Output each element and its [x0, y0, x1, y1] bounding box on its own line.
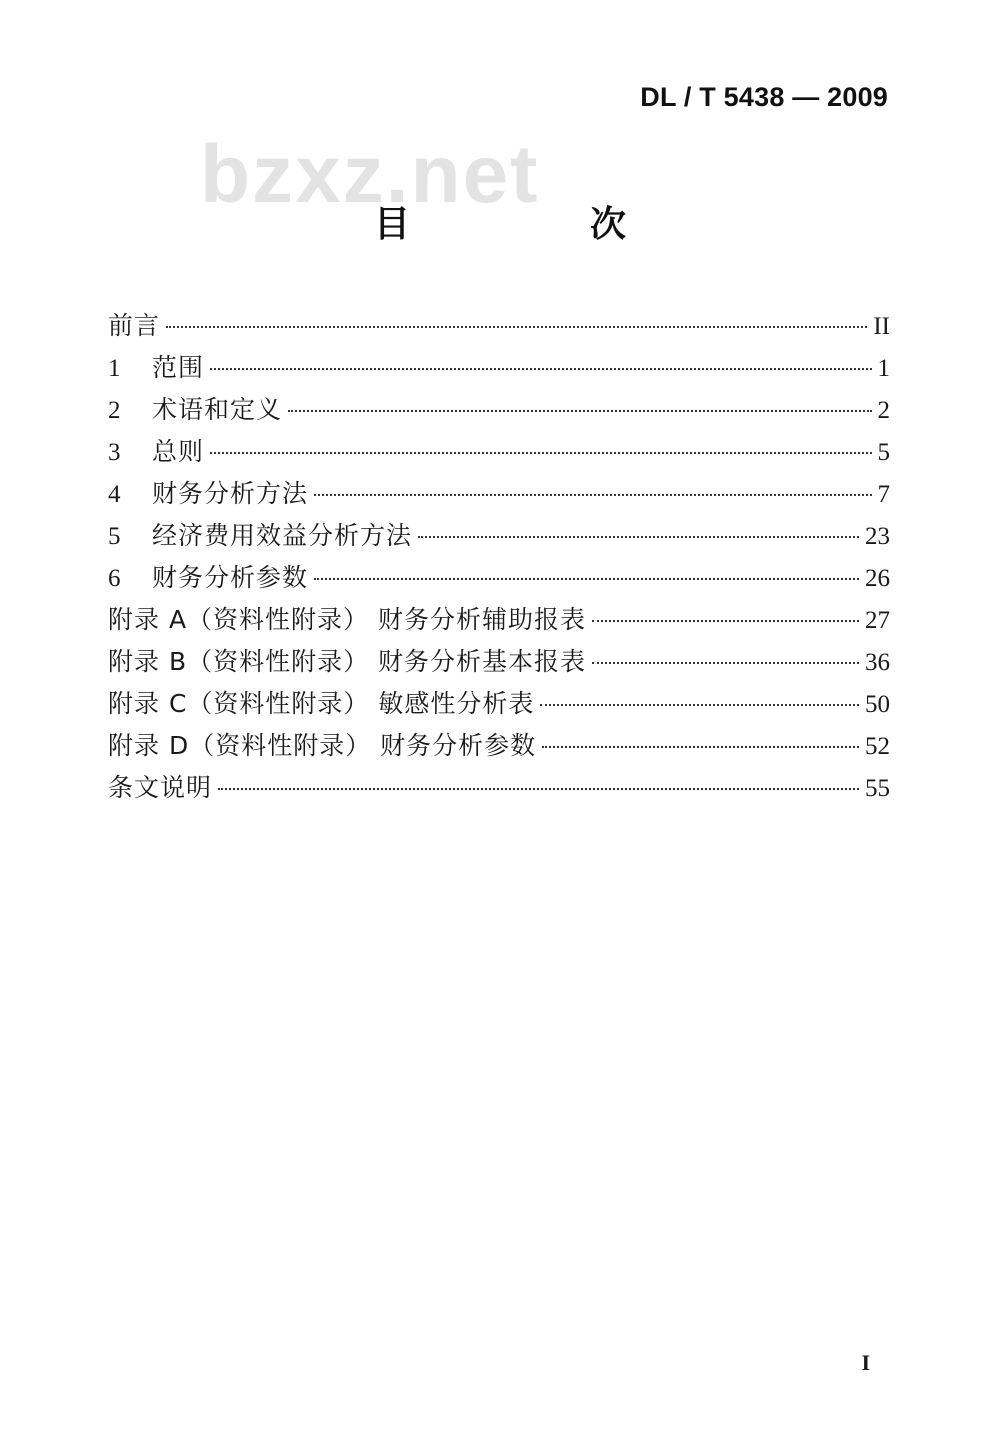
toc-entry-page: 1: [877, 355, 890, 382]
page-number: I: [861, 1350, 870, 1375]
dot-leader: [592, 620, 859, 622]
toc-entry-label: 附录 A（资料性附录） 财务分析辅助报表: [108, 605, 586, 634]
toc-entry-label: 财务分析方法: [152, 479, 309, 508]
toc-entry-appendix-b[interactable]: [108, 641, 890, 683]
dot-leader: [210, 452, 871, 454]
toc-entry-general[interactable]: [108, 431, 890, 473]
dot-leader: [314, 578, 859, 580]
toc-entry-number: 1: [108, 355, 121, 382]
toc-entry-number: 2: [108, 397, 121, 424]
toc-entry-label: 范围: [152, 353, 205, 382]
toc-entry-number: 3: [108, 439, 121, 466]
dot-leader: [542, 746, 859, 748]
dot-leader: [210, 368, 871, 370]
toc-entry-appendix-c[interactable]: [108, 683, 890, 725]
toc-entry-label: 术语和定义: [152, 395, 283, 424]
toc-entry-page: 23: [865, 523, 890, 550]
dot-leader: [166, 326, 867, 328]
toc-entry-label: 附录 C（资料性附录） 敏感性分析表: [108, 689, 535, 718]
toc-entry-terms[interactable]: [108, 389, 890, 431]
toc-entry-page: 50: [865, 691, 890, 718]
toc-entry-label: 财务分析参数: [152, 563, 309, 592]
toc-entry-page: 27: [865, 607, 890, 634]
toc-entry-label: 附录 B（资料性附录） 财务分析基本报表: [108, 647, 587, 676]
toc-entry-appendix-d[interactable]: [108, 725, 890, 767]
toc-entry-number: 4: [108, 481, 121, 508]
toc-entry-page: II: [873, 313, 890, 340]
toc-entry-economic-methods[interactable]: [108, 515, 890, 557]
dot-leader: [314, 494, 871, 496]
dot-leader: [288, 410, 871, 412]
toc-entry-page: 2: [877, 397, 890, 424]
document-code: DL / T 5438 — 2009: [640, 82, 888, 112]
dot-leader: [218, 788, 859, 790]
toc-entry-label: 条文说明: [108, 773, 213, 802]
toc-entry-scope[interactable]: [108, 347, 890, 389]
toc-entry-page: 36: [865, 649, 890, 676]
toc-entry-number: 6: [108, 565, 121, 592]
toc-entry-page: 5: [877, 439, 890, 466]
toc-entry-number: 5: [108, 523, 121, 550]
toc-entry-explanation[interactable]: [108, 767, 890, 809]
toc-entry-financial-parameters[interactable]: [108, 557, 890, 599]
toc-entry-financial-methods[interactable]: [108, 473, 890, 515]
toc-entry-appendix-a[interactable]: [108, 599, 890, 641]
toc-entry-label: 前言: [108, 311, 161, 340]
dot-leader: [540, 704, 859, 706]
toc-entry-page: 7: [877, 481, 890, 508]
table-of-contents: [108, 305, 890, 809]
toc-entry-page: 55: [865, 775, 890, 802]
toc-entry-page: 52: [865, 733, 890, 760]
toc-entry-label: 总则: [152, 437, 205, 466]
dot-leader: [592, 662, 859, 664]
watermark: bzxz.net: [200, 129, 540, 220]
page-title: 目 次: [373, 204, 698, 245]
toc-entry-label: 经济费用效益分析方法: [152, 521, 413, 550]
toc-entry-page: 26: [865, 565, 890, 592]
toc-entry-label: 附录 D（资料性附录） 财务分析参数: [108, 731, 537, 760]
toc-entry-foreword[interactable]: [108, 305, 890, 347]
dot-leader: [418, 536, 859, 538]
